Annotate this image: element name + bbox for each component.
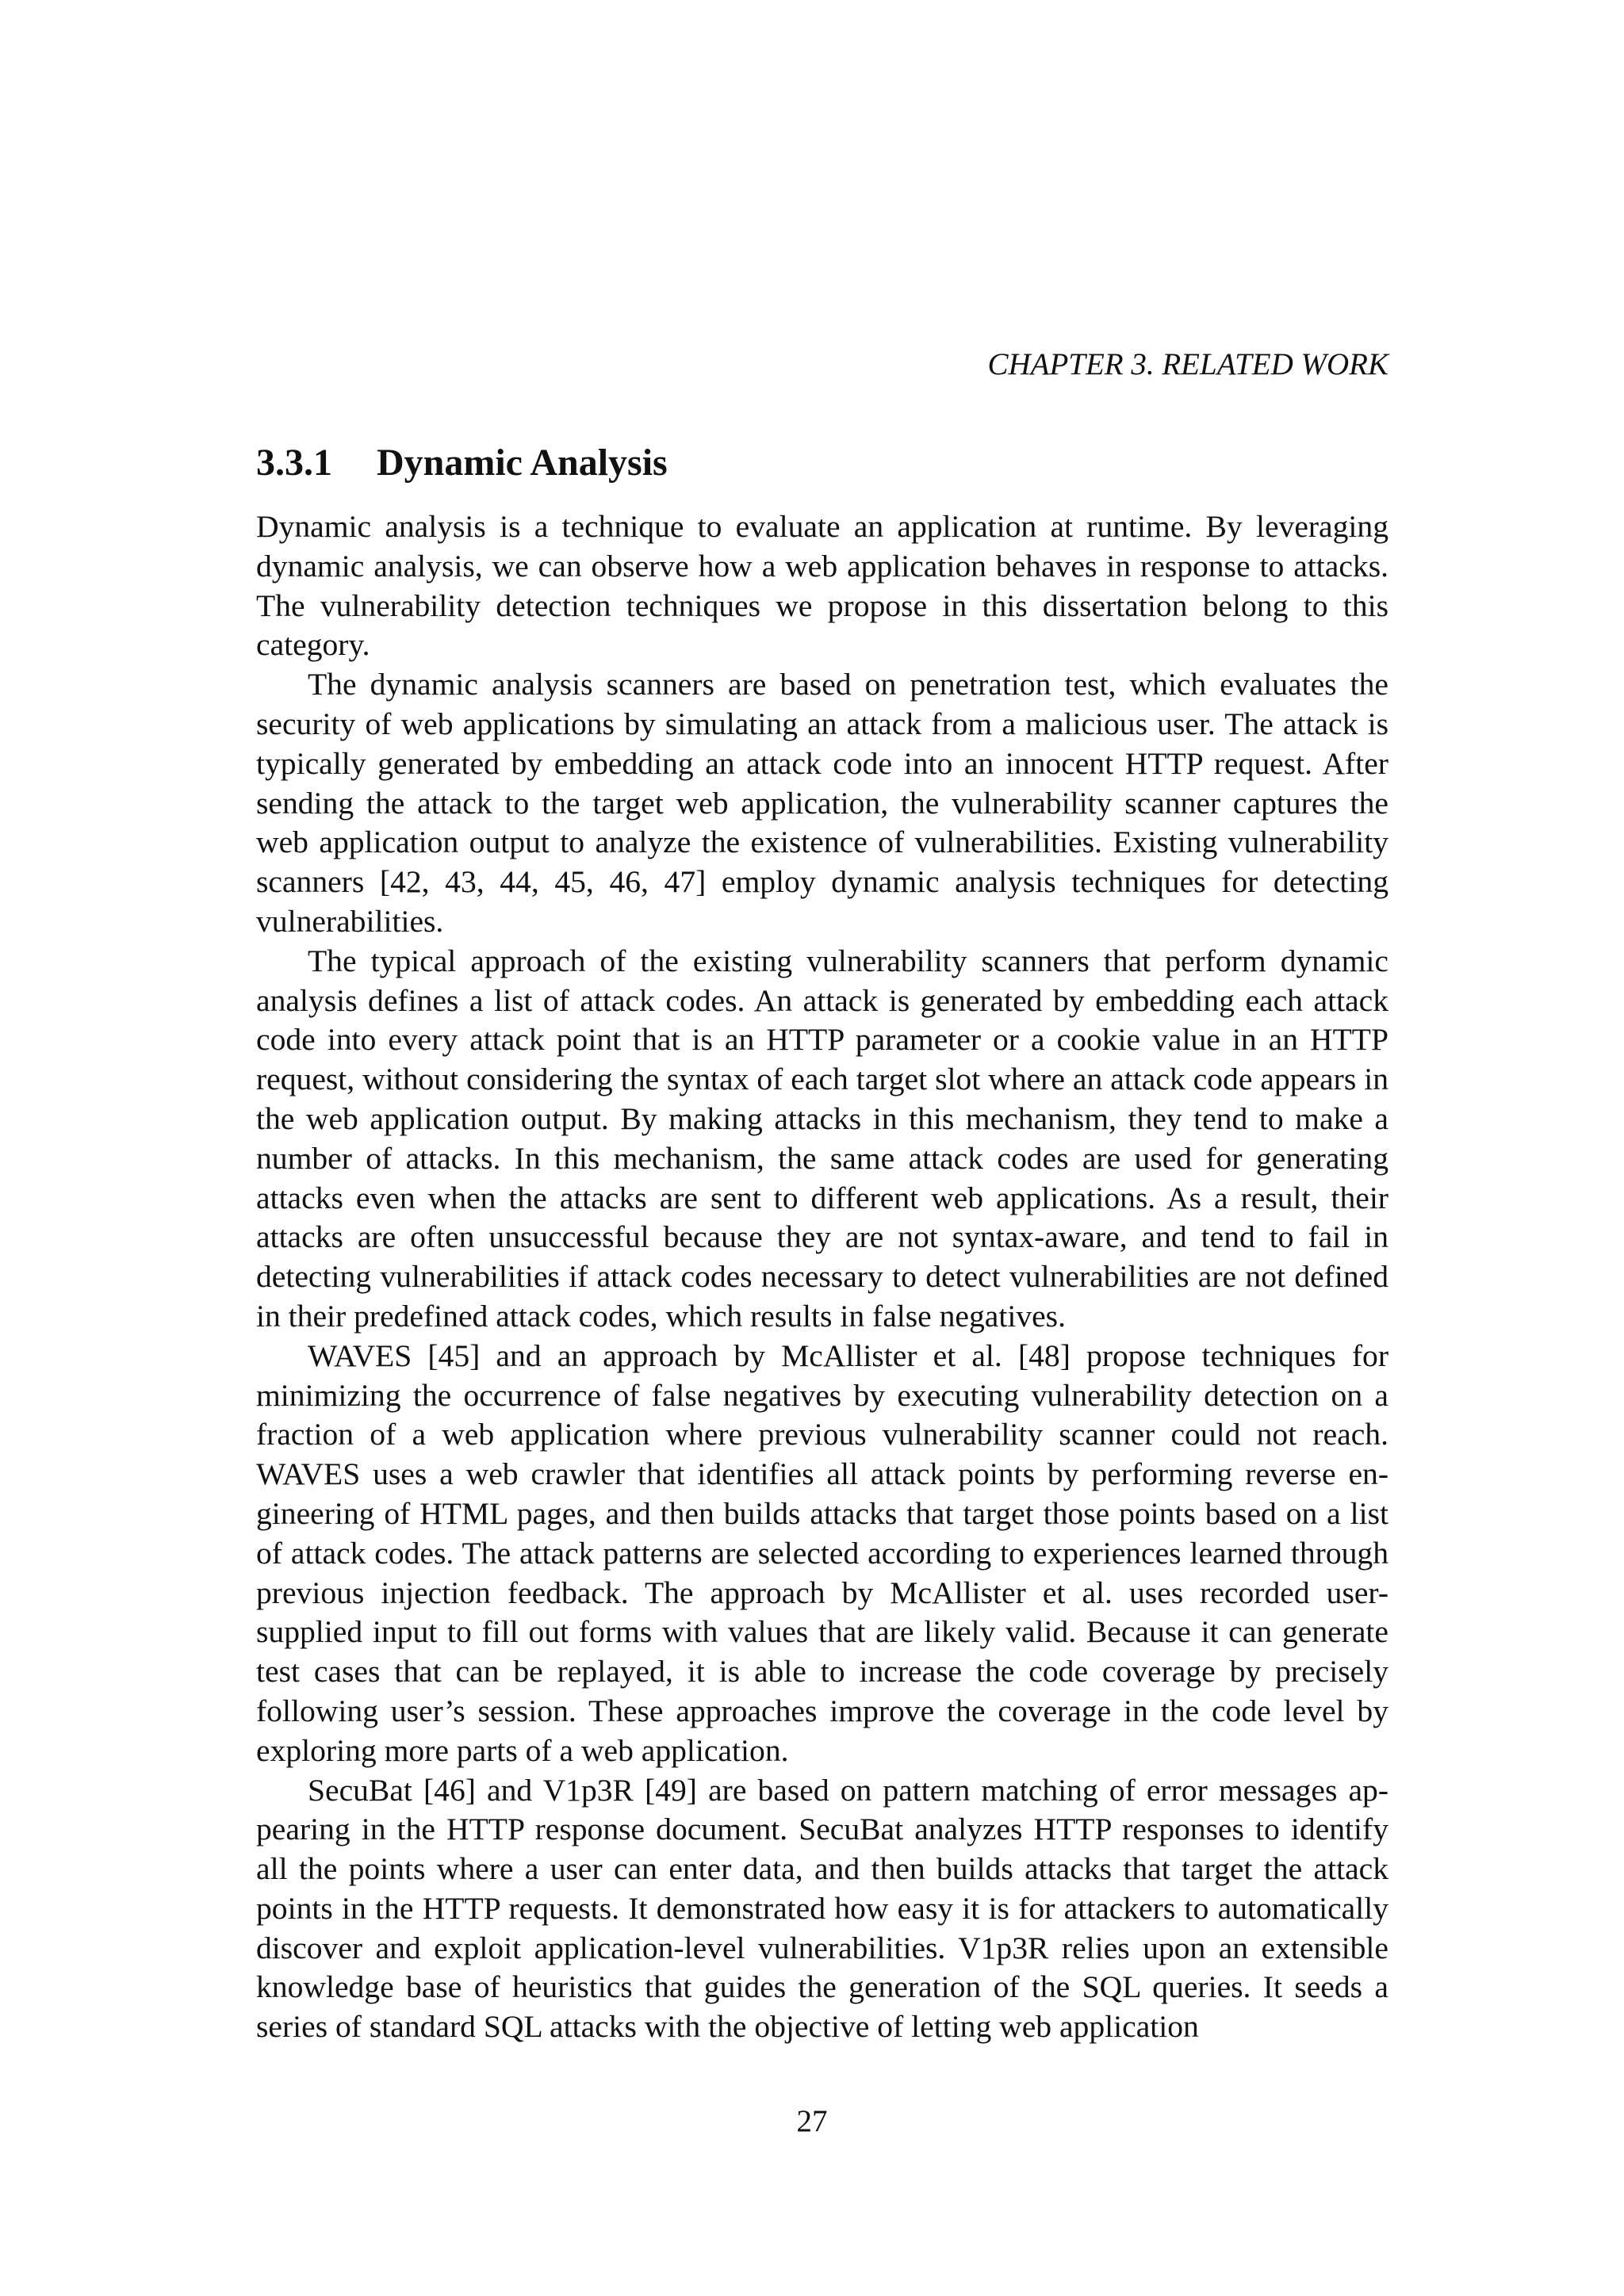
- page-number: 27: [796, 2104, 828, 2138]
- running-header: CHAPTER 3. RELATED WORK: [987, 347, 1388, 381]
- paragraph-intro: Dynamic analysis is a technique to evaluate an application at runtime. By leveraging dynamic analysis, we can observe how a web application behaves in response to attacks. The vulnerability detection techniques we propose in this dissertation belong to this category.: [256, 509, 1388, 663]
- section-heading: [256, 440, 668, 486]
- paragraph-secubat: SecuBat [46] and V1p3R [49] are based on pattern matching of error messages appearing in the HTTP response document. SecuBat analyzes HTTP responses to identify all the points where a user can enter data, and then builds attacks that target the attack points in the HTTP requests. It demonstrated how easy it is for attackers to automatically discover and exploit application-level vulnerabilities. V1p3R relies upon an extensible knowledge base of heuristics that guides the generation of the SQL queries. It seeds a series of standard SQL attacks with the objective of letting web application: [256, 1772, 1388, 2045]
- section-title: Dynamic Analysis: [377, 442, 668, 484]
- body-text: [256, 507, 1388, 2047]
- section-number: 3.3.1: [256, 442, 332, 484]
- paragraph-waves: WAVES [45] and an approach by McAllister et al. [48] propose techniques for minimizing the occurrence of false negatives by executing vulnerability detection on a fraction of a web application where previous vulnerability scanner could not reach. WAVES uses a web crawler that identifies all attack points by performing reverse engineering of HTML pages, and then builds attacks that target those points based on a list of attack codes. The attack patterns are selected according to experiences learned through previous injection feedback. The approach by McAllister et al. uses recorded user-supplied input to fill out forms with values that are likely valid. Because it can generate test cases that can be replayed, it is able to increase the code coverage by precisely following user’s session. These approaches improve the coverage in the code level by exploring more parts of a web application.: [256, 1337, 1388, 1768]
- paragraph-penetration-test: The dynamic analysis scanners are based on penetration test, which evaluates the security of web applications by simulating an attack from a malicious user. The attack is typically generated by embedding an attack code into an innocent HTTP request. After sending the attack to the target web application, the vulnerability scanner captures the web application output to analyze the existence of vulnerabilities. Existing vulnerability scanners [42, 43, 44, 45, 46, 47] employ dynamic analysis techniques for detecting vulnerabilities.: [256, 667, 1388, 939]
- paragraph-typical-approach: The typical approach of the existing vulnerability scanners that perform dynamic analysis defines a list of attack codes. An attack is generated by embedding each attack code into every attack point that is an HTTP parameter or a cookie value in an HTTP request, without considering the syntax of each target slot where an attack code appears in the web application output. By making attacks in this mechanism, they tend to make a number of attacks. In this mechanism, the same attack codes are used for generating attacks even when the attacks are sent to different web applications. As a result, their attacks are often unsuccessful because they are not syntax-aware, and tend to fail in detecting vulnerabilities if attack codes necessary to detect vulnerabilities are not defined in their predefined attack codes, which results in false negatives.: [256, 943, 1388, 1334]
